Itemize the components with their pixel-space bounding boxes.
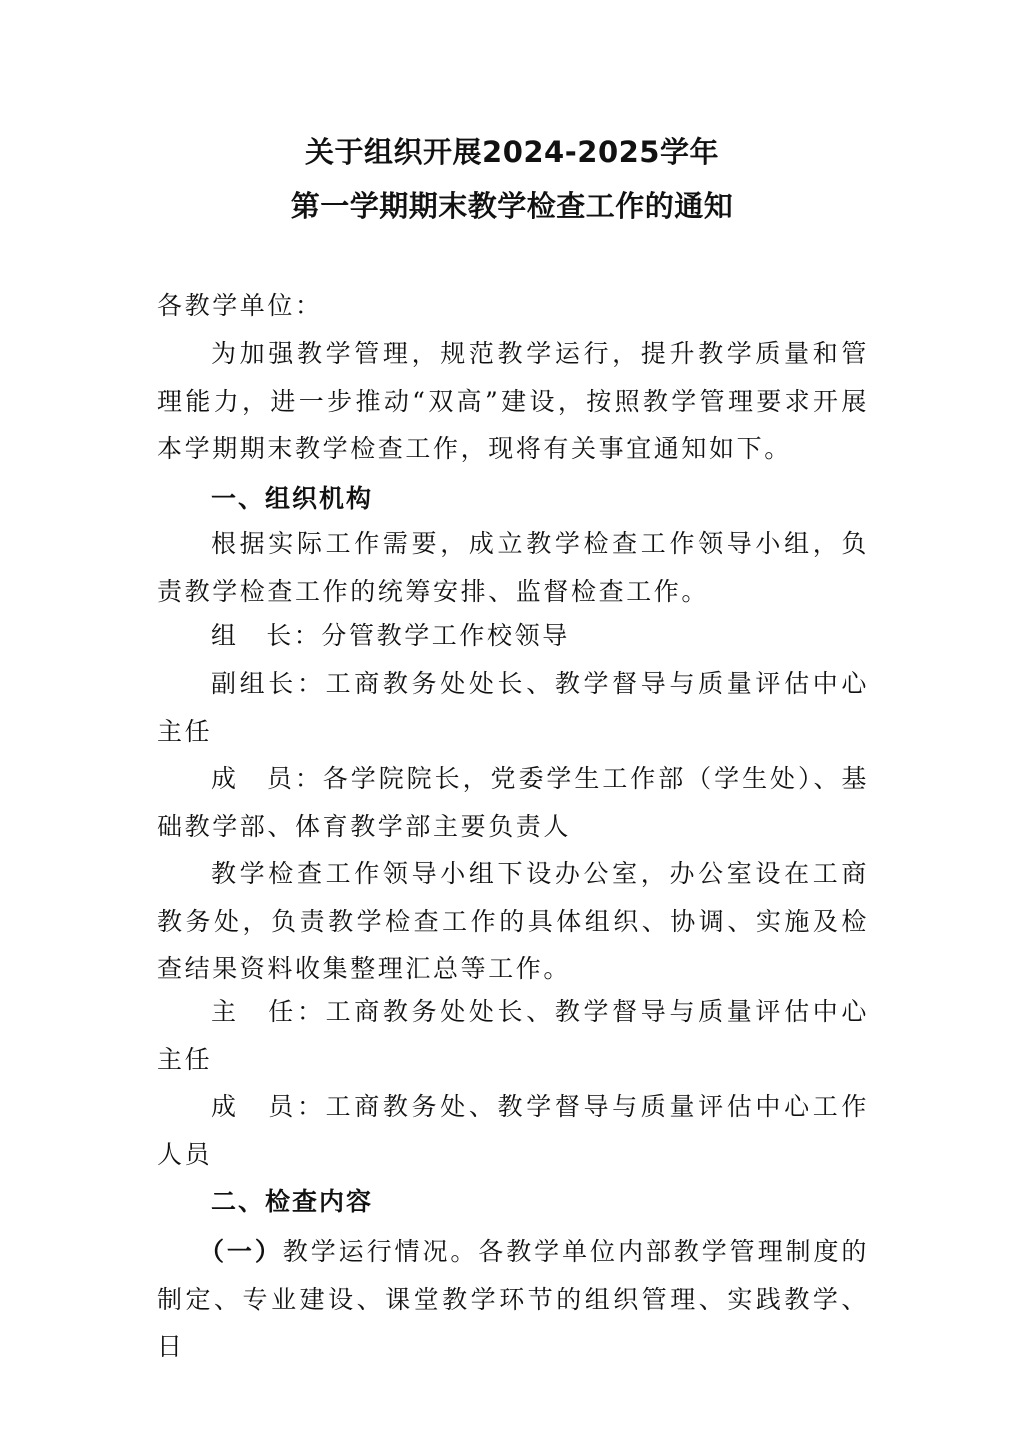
- office-paragraph: 教学检查工作领导小组下设办公室，办公室设在工商教务处，负责教学检查工作的具体组织、协调、实施及检查结果资料收集整理汇总等工作。: [157, 859, 869, 983]
- document-title-line-1: 关于组织开展2024-2025学年: [305, 135, 719, 169]
- section-1-paragraph: 根据实际工作需要，成立教学检查工作领导小组，负责教学检查工作的统筹安排、监督检查工作。: [157, 529, 869, 606]
- section-2-item-1-text: 教学运行情况。各教学单位内部教学管理制度的制定、专业建设、课堂教学环节的组织管理、实践教学、日: [157, 1237, 869, 1361]
- section-2-item-1: [157, 1228, 869, 1371]
- section-2-heading: 二、检查内容: [211, 1187, 374, 1216]
- office-members-line: 成 员：工商教务处、教学督导与质量评估中心工作人员: [157, 1092, 869, 1169]
- intro-paragraph: 为加强教学管理，规范教学运行，提升教学质量和管理能力，进一步推动“双高”建设，按照教学管理要求开展本学期期末教学检查工作，现将有关事宜通知如下。: [157, 339, 869, 463]
- section-2-item-1-label: （一）: [199, 1237, 283, 1266]
- deputy-leader-line: 副组长：工商教务处处长、教学督导与质量评估中心主任: [157, 669, 869, 746]
- section-1-heading: 一、组织机构: [211, 484, 374, 513]
- document-title-line-2: 第一学期期末教学检查工作的通知: [290, 189, 734, 223]
- group-members-line: 成 员：各学院院长，党委学生工作部（学生处）、基础教学部、体育教学部主要负责人: [157, 764, 869, 841]
- group-leader-line: 组 长：分管教学工作校领导: [211, 621, 570, 650]
- salutation: 各教学单位：: [157, 291, 323, 320]
- office-director-line: 主 任：工商教务处处长、教学督导与质量评估中心主任: [157, 997, 869, 1074]
